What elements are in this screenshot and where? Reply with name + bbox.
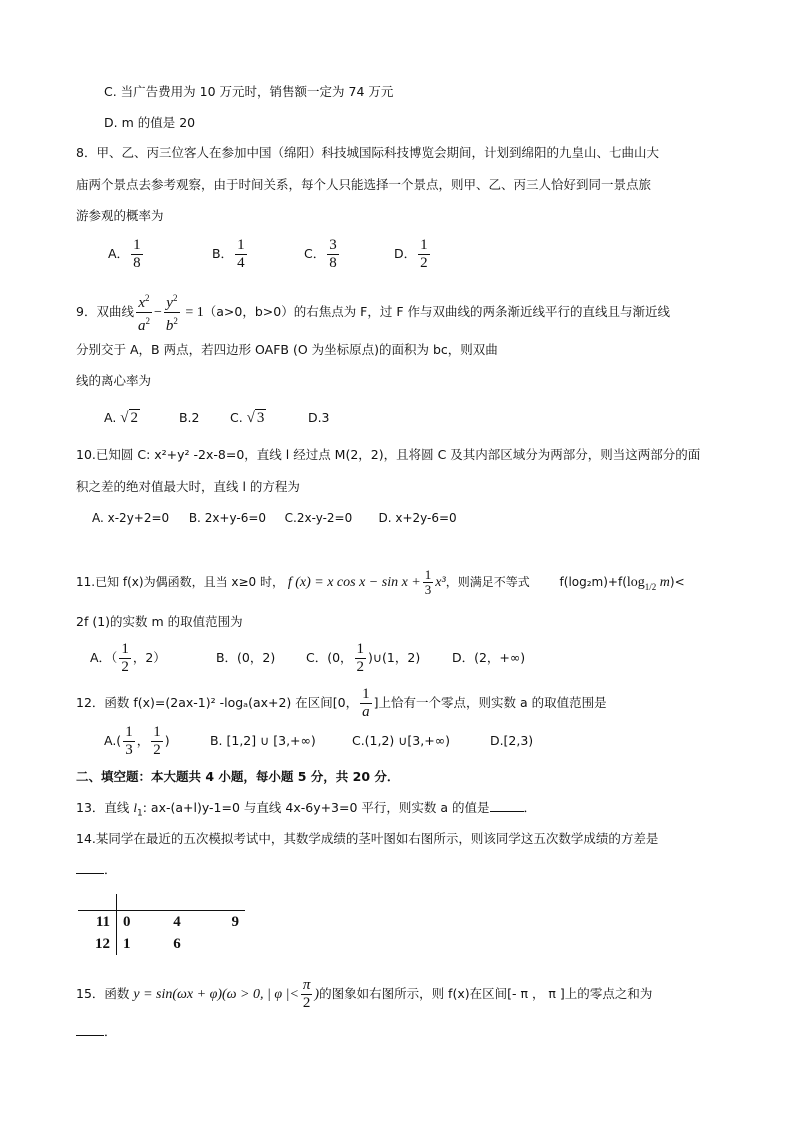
- q15-stem-line2: ．: [76, 1022, 117, 1042]
- q11-stem-line1: 11.已知 f(x)为偶函数，且当 x≥0 时， f (x) = x cos x − sin x + $\frac{1}{3}$ x³，则满足不等式 $f(\log_2m)+f(\log_{1/2}$ m)<: [76, 567, 685, 597]
- q7-option-d: D. m 的值是 20: [104, 115, 196, 130]
- q8-stem-line3: 游参观的概率为: [76, 208, 164, 223]
- stem-leaf-row: [78, 911, 245, 934]
- leaf-value: 0: [123, 913, 131, 930]
- q9-option-c: C. √ 3: [229, 410, 265, 426]
- q12-option-d: D.[2,3): [489, 733, 534, 748]
- q9-option-d: D.3: [307, 410, 330, 425]
- q10-option-c: C.2x-y-2=0: [284, 511, 353, 525]
- stem-leaf-row: [78, 933, 245, 955]
- q11-option-a: A．（ $\frac{1}{2}$ ，2）: [90, 641, 166, 675]
- stem-value: 12: [78, 933, 117, 955]
- leaf-value: [203, 933, 245, 955]
- q9-stem-line1: 9．双曲线 $\frac{x^2}{a^2}$ − $\frac{y^2}{b^2}$ = 1（a>0，b>0）的右焦点为 F，过 F 作与双曲线的两条渐近线平行的直线且与渐近线: [76, 290, 670, 335]
- q8-option-b: B． $\frac{1}{4}$: [211, 237, 245, 271]
- q11-stem-line2: 2f (1)的实数 m 的取值范围为: [76, 614, 243, 629]
- q9-option-b: B.2: [178, 410, 200, 425]
- q12-option-b: B. [1,2] ∪ [3,+∞): [209, 733, 316, 748]
- q10-option-d: D. x+2y-6=0: [378, 511, 457, 525]
- stem-value: 11: [78, 911, 117, 934]
- q9-frac-y: $\frac{y^2}{b^2}$: [165, 293, 178, 334]
- leaf-value: 9: [231, 913, 239, 930]
- q11-frac-third: $\frac{1}{3}$: [424, 567, 432, 597]
- q7-option-c: C. 当广告费用为 10 万元时，销售额一定为 74 万元: [104, 84, 394, 99]
- q10-option-a: A. x-2y+2=0: [92, 511, 170, 525]
- q9-options: [104, 408, 330, 428]
- section-heading-fill-in: 二、填空题：本大题共 4 小题，每小题 5 分，共 20 分．: [76, 769, 400, 784]
- q8-option-d: D． $\frac{1}{2}$: [393, 237, 428, 271]
- q12-option-c: C.(1,2) ∪[3,+∞): [351, 733, 450, 748]
- q8-options: [108, 236, 432, 272]
- q13-answer-blank[interactable]: [490, 811, 524, 812]
- q9-frac-x: $\frac{x^2}{a^2}$: [137, 293, 150, 334]
- q8-option-a: A． $\frac{1}{8}$: [108, 237, 141, 271]
- q11-options: [90, 639, 525, 677]
- leaf-value: 6: [173, 935, 181, 952]
- leaf-value: 4: [173, 913, 181, 930]
- stem-leaf-plot: [78, 894, 245, 955]
- q14-stem-line1: 14.某同学在最近的五次模拟考试中，其数学成绩的茎叶图如右图所示，则该同学这五次数学成绩的方差是: [76, 831, 659, 846]
- q10-option-b: B. 2x+y-6=0: [188, 511, 267, 525]
- q12-options: [104, 722, 533, 760]
- q8-option-c: C． $\frac{3}{8}$: [303, 237, 337, 271]
- q15-stem-line1: 15．函数 y = sin(ωx + φ)(ω > 0, | φ |< $\frac{\pi}{2}$ )的图象如右图所示，则 f(x)在区间[- π ， π ]上的零点之和为: [76, 977, 653, 1011]
- q10-stem-line2: 积之差的绝对值最大时，直线 l 的方程为: [76, 479, 300, 494]
- q15-answer-blank[interactable]: [76, 1035, 104, 1036]
- q9-option-a: A. √ 2: [104, 410, 139, 426]
- q11-option-c: C．(0， $\frac{1}{2}$ )∪(1，2): [305, 641, 421, 675]
- q8-stem-line2: 庙两个景点去参考观察，由于时间关系，每个人只能选择一个景点，则甲、乙、丙三人恰好到同一景点旅: [76, 177, 652, 192]
- q9-stem-line3: 线的离心率为: [76, 373, 152, 388]
- q11-option-d: D．(2，+∞): [451, 650, 526, 665]
- q12-stem-line1: 12．函数 f(x)=(2ax-1)² -logₐ(ax+2) 在区间[0， $\frac{1}{a}$ ]上恰有一个零点，则实数 a 的取值范围是: [76, 686, 607, 720]
- q10-options: [92, 508, 457, 528]
- q14-stem-line2: ．: [76, 860, 117, 880]
- leaf-value: 1: [123, 935, 131, 952]
- q9-stem-line2: 分别交于 A，B 两点，若四边形 OAFB (O 为坐标原点)的面积为 bc，则双曲: [76, 342, 498, 357]
- q13-stem: 13．直线 $l_1$: ax-(a+l)y-1=0 与直线 4x-6y+3=0 平行，则实数 a 的值是 ．: [76, 800, 537, 819]
- q14-answer-blank[interactable]: [76, 873, 104, 874]
- q12-option-a: A.( $\frac{1}{3}$ ， $\frac{1}{2}$ ): [104, 724, 170, 758]
- q11-option-b: B．(0，2): [215, 650, 276, 665]
- q8-stem-line1: 8．甲、乙、丙三位客人在参加中国（绵阳）科技城国际科技博览会期间，计划到绵阳的九皇山、七曲山大: [76, 145, 659, 160]
- q10-stem-line1: 10.已知圆 C: x²+y² -2x-8=0，直线 l 经过点 M(2，2)，且将圆 C 及其内部区域分为两部分，则当这两部分的面: [76, 447, 701, 462]
